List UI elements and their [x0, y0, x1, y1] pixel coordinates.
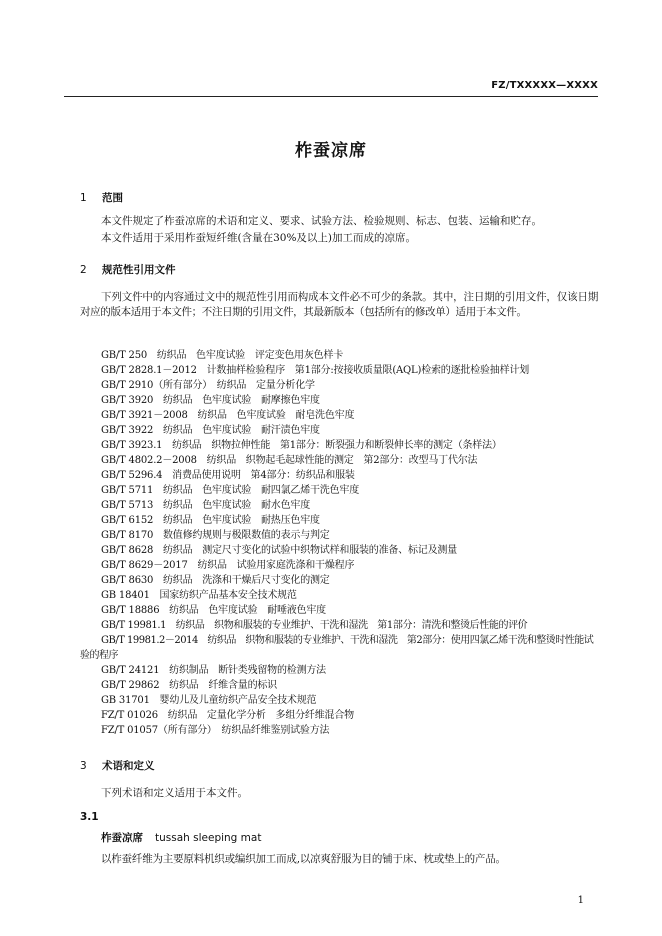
reference-item: GB/T 5711 纺织品 色牢度试验 耐四氯乙烯干洗色牢度	[101, 485, 360, 496]
reference-item: GB/T 24121 纺织制品 断针类残留物的检测方法	[101, 665, 326, 676]
reference-item: GB/T 8629－2017 纺织品 试验用家庭洗涤和干燥程序	[101, 560, 355, 571]
header-rule	[64, 96, 598, 97]
section-2-title: 规范性引用文件	[102, 264, 176, 276]
reference-item: GB/T 5713 纺织品 色牢度试验 耐水色牢度	[101, 500, 311, 511]
reference-item: GB/T 6152 纺织品 色牢度试验 耐热压色牢度	[101, 515, 320, 526]
reference-item: GB 31701 婴幼儿及儿童纺织产品安全技术规范	[101, 695, 317, 706]
standard-code: FZ/TXXXXX—XXXX	[491, 80, 598, 91]
reference-item: GB/T 3920 纺织品 色牢度试验 耐摩擦色牢度	[101, 395, 320, 406]
term-number: 3.1	[80, 811, 99, 823]
reference-list	[80, 348, 598, 738]
reference-item: GB/T 3923.1 纺织品 织物拉伸性能 第1部分：断裂强力和断裂伸长率的测定（条样法）	[101, 440, 502, 451]
reference-item: GB/T 2910（所有部分） 纺织品 定量分析化学	[101, 380, 315, 391]
reference-item: GB/T 8628 纺织品 测定尺寸变化的试验中织物试样和服装的准备、标记及测量	[101, 545, 458, 556]
reference-item: GB/T 3921－2008 纺织品 色牢度试验 耐皂洗色牢度	[101, 410, 355, 421]
section-3-heading	[80, 758, 155, 773]
reference-item: FZ/T 01026 纺织品 定量化学分析 多组分纤维混合物	[101, 710, 354, 721]
reference-item: GB/T 19981.1 纺织品 织物和服装的专业维护、干洗和湿洗 第1部分：清洗和整烫后性能的评价	[101, 620, 528, 631]
reference-item: GB/T 19981.2－2014 纺织品 织物和服装的专业维护、干洗和湿洗 第2部分：使用四氯乙烯干洗和整烫时性能试验的程序	[80, 635, 594, 661]
term-definition: 以柞蚕纤维为主要原料机织或编织加工而成,以凉爽舒服为目的铺于床、枕或垫上的产品。	[101, 853, 506, 865]
section-2-number: 2	[80, 264, 87, 276]
page-number: 1	[577, 895, 584, 906]
reference-item: FZ/T 01057（所有部分） 纺织品纤维鉴别试验方法	[101, 725, 330, 736]
document-title: 柞蚕凉席	[295, 141, 367, 161]
terms-intro: 下列术语和定义适用于本文件。	[101, 787, 248, 799]
reference-item: GB/T 5296.4 消费品使用说明 第4部分：纺织品和服装	[101, 470, 355, 481]
normative-references-intro: 下列文件中的内容通过文中的规范性引用而构成本文件必不可少的条款。其中，注日期的引用文件，仅该日期对应的版本适用于本文件；不注日期的引用文件，其最新版本（包括所有的修改单）适用于本文件。	[80, 291, 598, 318]
section-3-title: 术语和定义	[102, 760, 155, 772]
section-1-heading	[80, 190, 123, 205]
reference-item: GB/T 8170 数值修约规则与极限数值的表示与判定	[101, 530, 330, 541]
reference-item: GB 18401 国家纺织产品基本安全技术规范	[101, 590, 297, 601]
reference-item: GB/T 18886 纺织品 色牢度试验 耐唾液色牢度	[101, 605, 326, 616]
reference-item: GB/T 29862 纺织品 纤维含量的标识	[101, 680, 277, 691]
scope-paragraph-1: 本文件规定了柞蚕凉席的术语和定义、要求、试验方法、检验规则、标志、包装、运输和贮存。	[101, 215, 542, 227]
term-english: tussah sleeping mat	[155, 832, 262, 844]
section-3-number: 3	[80, 760, 87, 772]
scope-paragraph-2: 本文件适用于采用柞蚕短纤维(含量在30%及以上)加工而成的凉席。	[101, 232, 417, 244]
reference-item: GB/T 4802.2－2008 纺织品 织物起毛起球性能的测定 第2部分：改型马丁代尔法	[101, 455, 478, 466]
reference-item: GB/T 3922 纺织品 色牢度试验 耐汗渍色牢度	[101, 425, 320, 436]
reference-item: GB/T 8630 纺织品 洗涤和干燥后尺寸变化的测定	[101, 575, 330, 586]
section-1-number: 1	[80, 192, 87, 204]
section-1-title: 范围	[102, 192, 123, 204]
section-2-heading	[80, 262, 176, 277]
term-chinese: 柞蚕凉席	[101, 832, 143, 844]
reference-item: GB/T 250 纺织品 色牢度试验 评定变色用灰色样卡	[101, 350, 344, 361]
term-entry	[101, 830, 261, 845]
reference-item: GB/T 2828.1－2012 计数抽样检验程序 第1部分:按接收质量限(AQL)检索的逐批检验抽样计划	[101, 365, 529, 376]
